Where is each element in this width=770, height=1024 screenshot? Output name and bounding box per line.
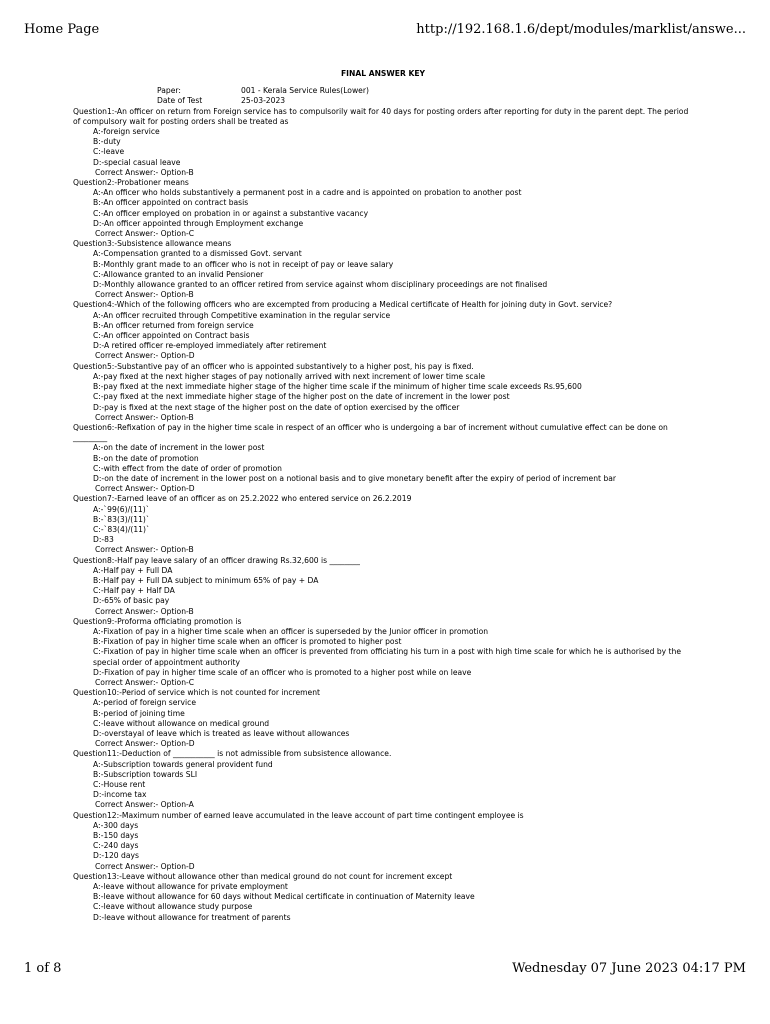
answer-option: B:-Subscription towards SLI: [93, 769, 198, 779]
meta-value: 25-03-2023: [241, 96, 286, 106]
meta-label: Paper:: [157, 86, 181, 96]
answer-option: A:-An officer who holds substantively a permanent post in a cadre and is appointed on probation to another post: [93, 188, 522, 198]
answer-option: D:-on the date of increment in the lower post on a notional basis and to give monetary benefit after the expiry of period of increment bar: [93, 473, 617, 483]
answer-option: C:-An officer appointed on Contract basis: [93, 331, 250, 341]
question-block: [73, 423, 693, 494]
answer-option: A:-Compensation granted to a dismissed Govt. servant: [93, 249, 302, 259]
correct-answer: Correct Answer:- Option-C: [95, 677, 195, 687]
answer-option: D:-Monthly allowance granted to an officer retired from service against whom disciplinary proceedings are not finalised: [93, 280, 548, 290]
meta-label: Date of Test: [157, 96, 203, 106]
answer-option: C:-leave: [93, 147, 125, 157]
answer-option: C:-pay fixed at the next immediate higher stage of the higher post on the date of increment in the lower post: [93, 392, 510, 402]
question-block: [73, 300, 693, 361]
answer-option: A:-Half pay + Full DA: [93, 565, 173, 575]
correct-answer: Correct Answer:- Option-D: [95, 484, 195, 494]
correct-answer: Correct Answer:- Option-B: [95, 167, 194, 177]
answer-option: D:-income tax: [93, 790, 147, 800]
correct-answer: Correct Answer:- Option-D: [95, 861, 195, 871]
print-header: [24, 22, 746, 37]
question-text: Question9:-Proforma officiating promotion is: [73, 616, 242, 626]
header-page-title: Home Page: [24, 22, 100, 37]
question-text: Question7:-Earned leave of an officer as on 25.2.2022 who entered service on 26.2.2019: [73, 494, 412, 504]
meta-row-date: [157, 96, 693, 106]
page-counter: 1 of 8: [24, 961, 62, 976]
answer-option: D:-120 days: [93, 851, 139, 861]
question-text: Question1:-An officer on return from Foreign service has to compulsorily wait for 40 days for posting orders after reporting for duty in the parent dept. The period of compulsory wait for posting orders shall be treated as: [73, 106, 689, 126]
answer-option: D:-A retired officer re-employed immediately after retirement: [93, 341, 327, 351]
correct-answer: Correct Answer:- Option-B: [95, 412, 194, 422]
answer-option: B:-leave without allowance for 60 days without Medical certificate in continuation of Maternity leave: [93, 892, 475, 902]
correct-answer: Correct Answer:- Option-D: [95, 351, 195, 361]
answer-option: C:-Fixation of pay in higher time scale when an officer is prevented from officiating his turn in a post with high time scale for which he is authorised by the special order of appointment authority: [93, 647, 682, 667]
answer-option: C:-240 days: [93, 841, 139, 851]
correct-answer: Correct Answer:- Option-D: [95, 739, 195, 749]
answer-option: B:-duty: [93, 137, 121, 147]
question-text: Question11:-Deduction of ___________ is not admissible from subsistence allowance.: [73, 749, 392, 759]
answer-option: A:-`99(6)/(11)`: [93, 504, 150, 514]
answer-option: B:-Fixation of pay in higher time scale when an officer is promoted to higher post: [93, 637, 402, 647]
question-block: [73, 362, 693, 423]
meta-value: 001 - Kerala Service Rules(Lower): [241, 86, 369, 96]
question-text: Question6:-Refixation of pay in the higher time scale in respect of an officer who is undergoing a bar of increment without cumulative effect can be done on _________: [73, 422, 668, 443]
document-title: FINAL ANSWER KEY: [340, 69, 426, 78]
answer-option: A:-Subscription towards general provident fund: [93, 759, 273, 769]
print-footer: [24, 961, 746, 976]
question-list: [73, 107, 693, 923]
answer-option: C:-House rent: [93, 780, 146, 790]
question-text: Question2:-Probationer means: [73, 178, 189, 188]
answer-option: B:-on the date of promotion: [93, 453, 199, 463]
answer-option: A:-leave without allowance for private employment: [93, 882, 288, 892]
answer-option: C:-leave without allowance on medical ground: [93, 718, 270, 728]
header-url: http://192.168.1.6/dept/modules/marklist/answe...: [416, 22, 746, 37]
answer-option: B:-pay fixed at the next immediate higher stage of the higher time scale if the minimum of higher time scale exceeds Rs.95,600: [93, 382, 582, 392]
answer-option: C:-An officer employed on probation in or against a substantive vacancy: [93, 208, 369, 218]
question-text: Question4:-Which of the following officers who are excempted from producing a Medical certificate of Health for joining duty in Govt. service?: [73, 300, 613, 310]
test-meta: [157, 86, 693, 106]
answer-option: B:-An officer returned from foreign service: [93, 320, 254, 330]
answer-option: C:-with effect from the date of order of promotion: [93, 463, 282, 473]
question-block: [73, 872, 693, 923]
answer-option: A:-Fixation of pay in a higher time scale when an officer is superseded by the Junior officer in promotion: [93, 626, 489, 636]
correct-answer: Correct Answer:- Option-B: [95, 290, 194, 300]
answer-option: D:-Fixation of pay in higher time scale of an officer who is promoted to a higher post while on leave: [93, 667, 472, 677]
question-text: Question10:-Period of service which is not counted for increment: [73, 688, 321, 698]
correct-answer: Correct Answer:- Option-A: [95, 800, 194, 810]
question-block: [73, 239, 693, 300]
correct-answer: Correct Answer:- Option-C: [95, 229, 195, 239]
question-block: [73, 107, 693, 178]
answer-option: A:-An officer recruited through Competitive examination in the regular service: [93, 310, 391, 320]
answer-option: C:-`83(4)/(11)`: [93, 524, 150, 534]
answer-option: C:-leave without allowance study purpose: [93, 902, 253, 912]
question-block: [73, 617, 693, 688]
answer-option: C:-Allowance granted to an invalid Pensioner: [93, 269, 264, 279]
question-text: Question8:-Half pay leave salary of an officer drawing Rs.32,600 is ________: [73, 555, 360, 565]
answer-key-document: [73, 69, 693, 923]
answer-option: D:-65% of basic pay: [93, 596, 170, 606]
question-block: [73, 688, 693, 749]
question-block: [73, 811, 693, 872]
answer-option: B:-`83(3)/(11)`: [93, 514, 150, 524]
question-text: Question5:-Substantive pay of an officer who is appointed substantively to a higher post, his pay is fixed.: [73, 361, 474, 371]
question-block: [73, 178, 693, 239]
answer-option: B:-Monthly grant made to an officer who is not in receipt of pay or leave salary: [93, 259, 394, 269]
answer-option: C:-Half pay + Half DA: [93, 586, 175, 596]
answer-option: D:-pay is fixed at the next stage of the higher post on the date of option exercised by the officer: [93, 402, 460, 412]
answer-option: B:-150 days: [93, 831, 139, 841]
print-timestamp: Wednesday 07 June 2023 04:17 PM: [512, 961, 746, 976]
question-block: [73, 494, 693, 555]
question-text: Question3:-Subsistence allowance means: [73, 239, 232, 249]
answer-option: A:-on the date of increment in the lower post: [93, 443, 265, 453]
question-text: Question13:-Leave without allowance other than medical ground do not count for increment except: [73, 871, 453, 881]
answer-option: D:-special casual leave: [93, 157, 181, 167]
answer-option: D:-An officer appointed through Employment exchange: [93, 218, 304, 228]
answer-option: A:-300 days: [93, 820, 139, 830]
meta-row-paper: [157, 86, 693, 96]
answer-option: D:-leave without allowance for treatment of parents: [93, 912, 291, 922]
answer-option: A:-pay fixed at the next higher stages of pay notionally arrived with next increment of lower time scale: [93, 371, 486, 381]
answer-option: A:-period of foreign service: [93, 698, 197, 708]
correct-answer: Correct Answer:- Option-B: [95, 545, 194, 555]
question-block: [73, 556, 693, 617]
question-block: [73, 749, 693, 810]
correct-answer: Correct Answer:- Option-B: [95, 606, 194, 616]
question-text: Question12:-Maximum number of earned leave accumulated in the leave account of part time contingent employee is: [73, 810, 524, 820]
answer-option: A:-foreign service: [93, 127, 160, 137]
answer-option: D:-overstayal of leave which is treated as leave without allowances: [93, 729, 350, 738]
answer-option: B:-Half pay + Full DA subject to minimum 65% of pay + DA: [93, 575, 319, 585]
answer-option: D:-83: [93, 535, 114, 545]
answer-option: B:-period of joining time: [93, 708, 185, 718]
answer-option: B:-An officer appointed on contract basis: [93, 198, 249, 208]
